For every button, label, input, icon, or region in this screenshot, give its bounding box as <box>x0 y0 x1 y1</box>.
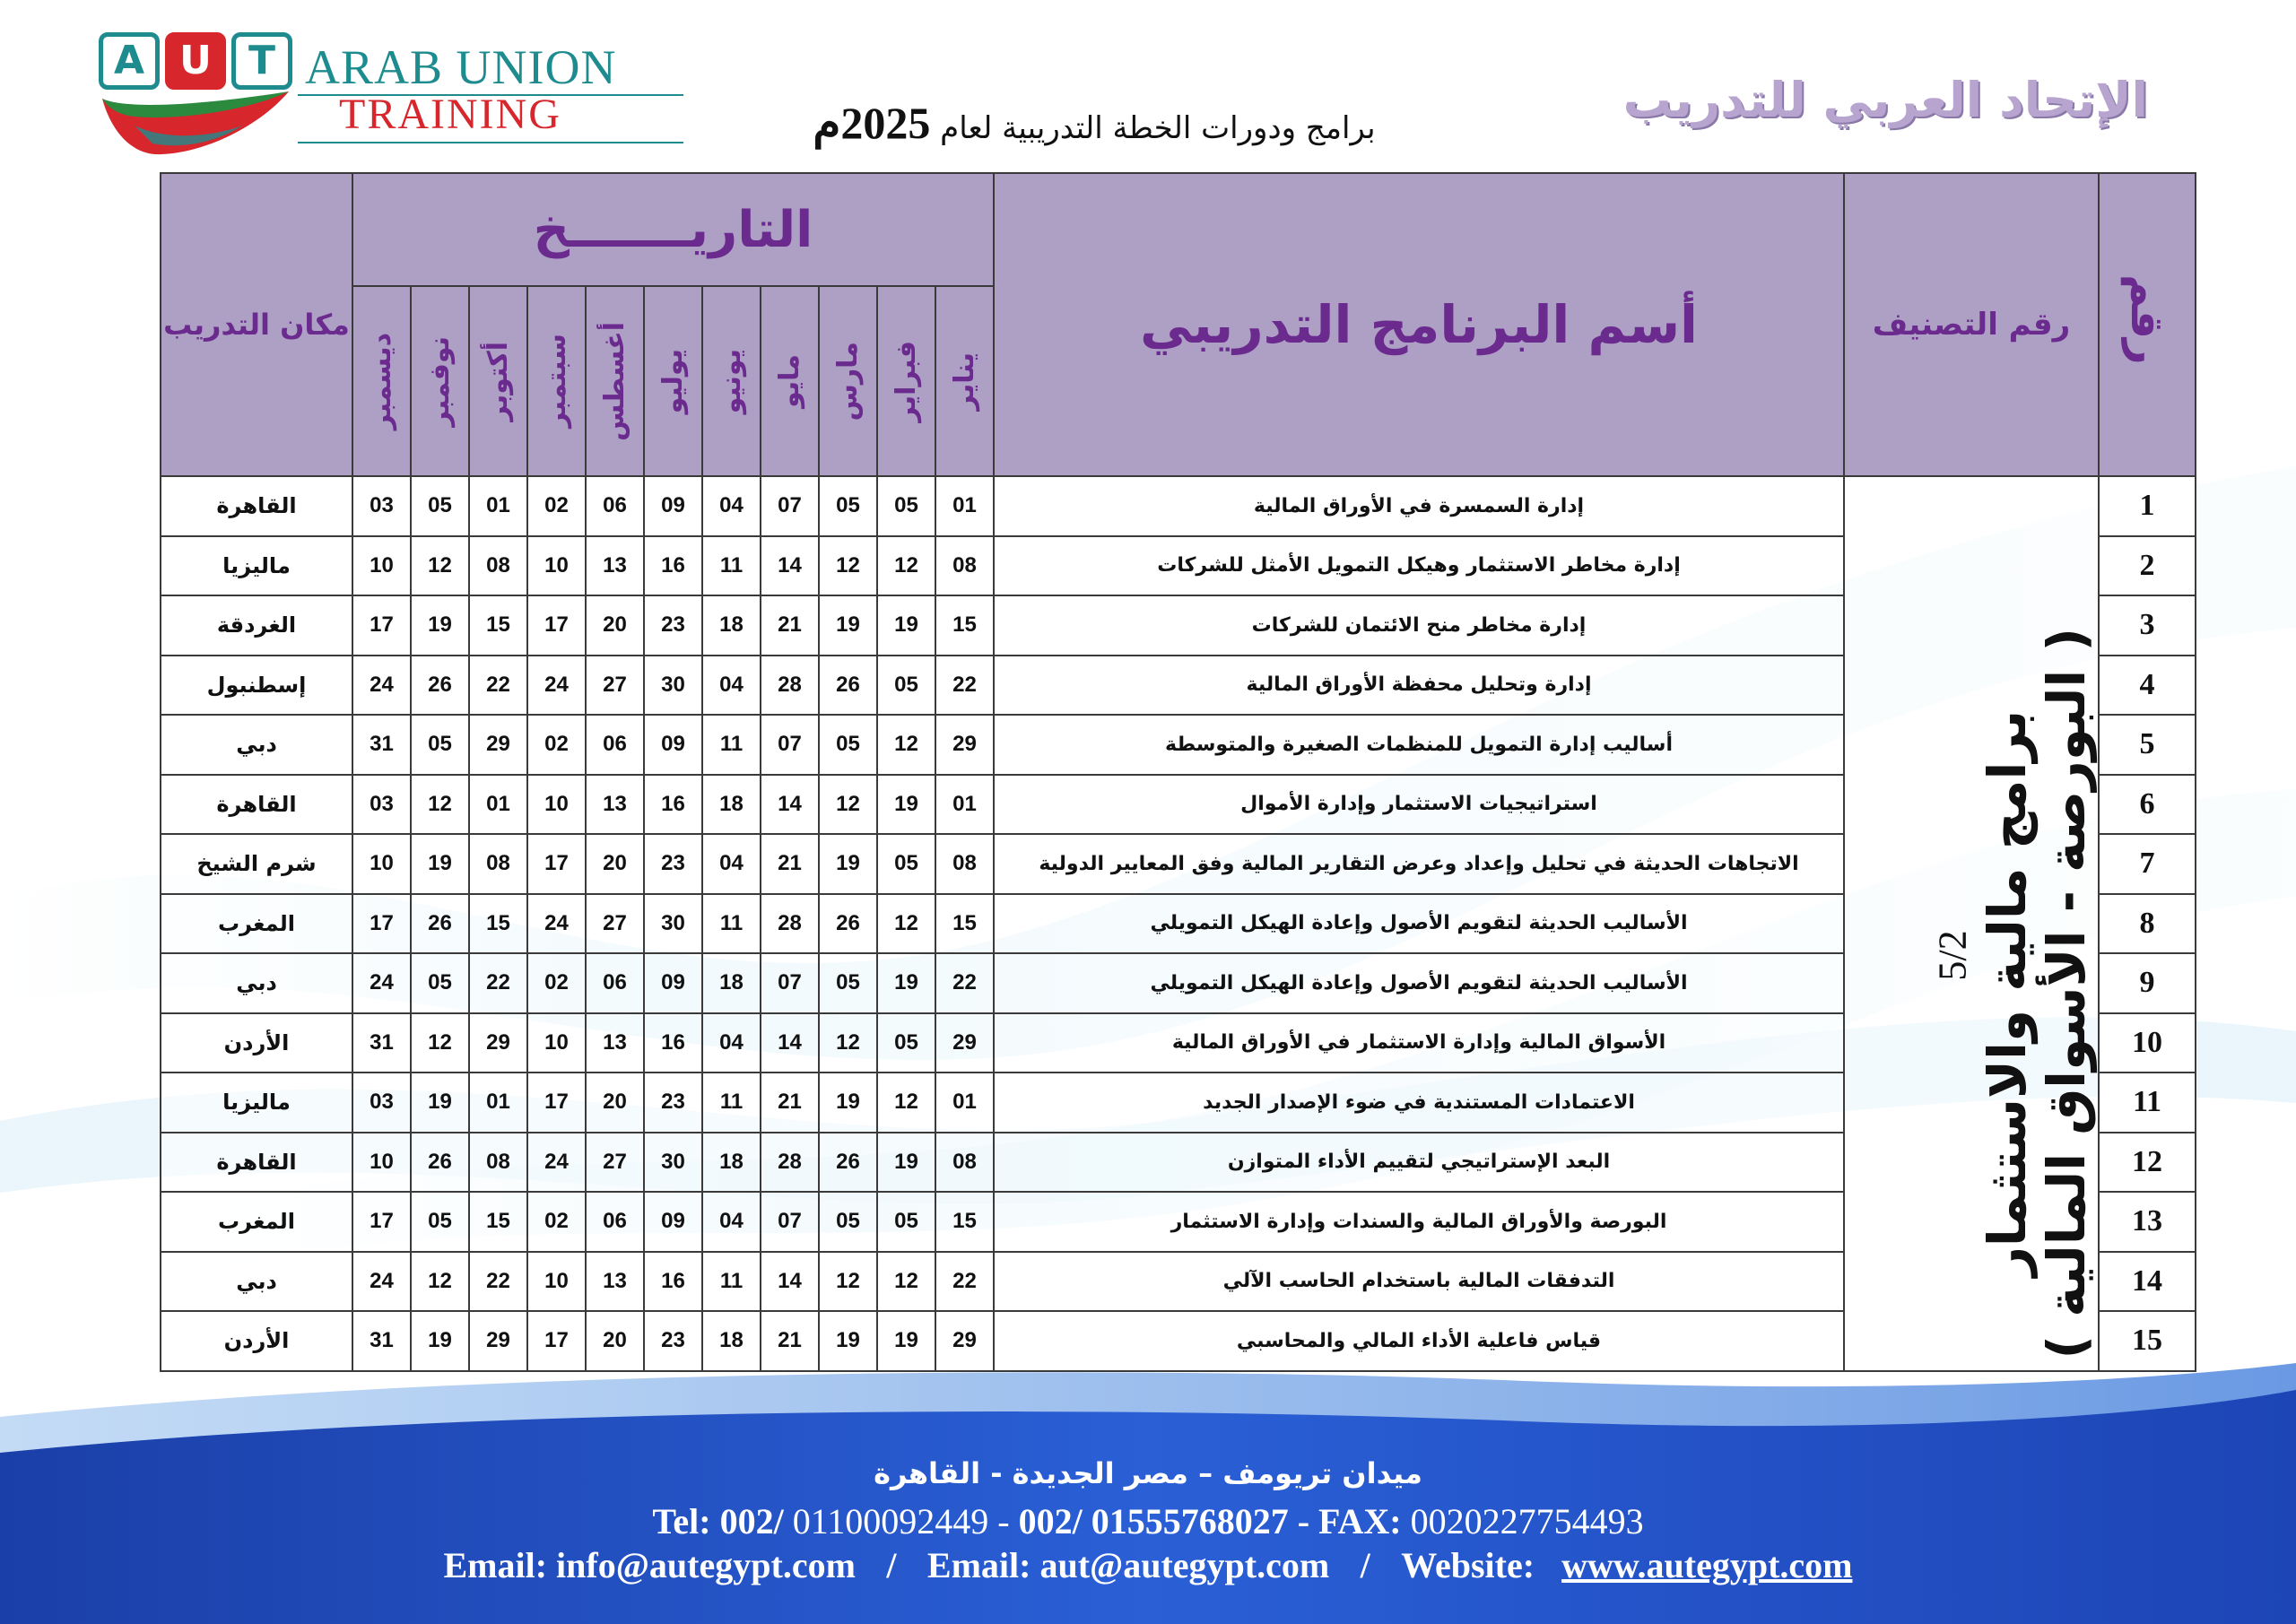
month-label: سبتمبر <box>541 334 572 429</box>
date-cell: 20 <box>586 1311 644 1371</box>
program-name: إدارة مخاطر منح الائتمان للشركات <box>994 595 1844 656</box>
date-cell: 11 <box>702 1252 761 1312</box>
header-classification: رقم التصنيف <box>1844 173 2099 476</box>
date-cell: 18 <box>702 1133 761 1193</box>
row-number: 8 <box>2099 894 2196 954</box>
date-cell: 24 <box>352 1252 411 1312</box>
training-place: دبي <box>161 715 352 775</box>
program-name: إدارة مخاطر الاستثمار وهيكل التمويل الأمثل للشركات <box>994 536 1844 596</box>
contact-separator-1: / <box>886 1545 897 1585</box>
footer-phones <box>0 1500 2296 1542</box>
date-cell: 12 <box>819 1252 877 1312</box>
date-cell: 03 <box>352 476 411 536</box>
date-cell: 19 <box>411 834 469 894</box>
website-label: Website: <box>1401 1545 1535 1585</box>
date-cell: 19 <box>877 953 935 1013</box>
date-cell: 23 <box>644 1311 702 1371</box>
date-cell: 21 <box>761 1311 819 1371</box>
month-header <box>877 286 935 476</box>
date-cell: 05 <box>411 1192 469 1252</box>
logo-text-arab-union: ARAB UNION <box>305 40 617 94</box>
date-cell: 28 <box>761 894 819 954</box>
date-cell: 12 <box>411 1013 469 1073</box>
date-cell: 19 <box>819 834 877 894</box>
training-place: المغرب <box>161 1192 352 1252</box>
date-cell: 05 <box>411 953 469 1013</box>
date-cell: 12 <box>877 536 935 596</box>
date-cell: 17 <box>527 1311 586 1371</box>
date-cell: 22 <box>935 1252 994 1312</box>
date-cell: 27 <box>586 1133 644 1193</box>
date-cell: 10 <box>352 1133 411 1193</box>
training-place: دبي <box>161 953 352 1013</box>
date-cell: 05 <box>819 953 877 1013</box>
date-cell: 29 <box>469 1013 527 1073</box>
training-place: القاهرة <box>161 775 352 835</box>
program-name: التدفقات المالية باستخدام الحاسب الآلي <box>994 1252 1844 1312</box>
row-number: 4 <box>2099 656 2196 716</box>
date-cell: 01 <box>469 775 527 835</box>
date-cell: 17 <box>527 595 586 656</box>
date-cell: 11 <box>702 1073 761 1133</box>
date-cell: 07 <box>761 715 819 775</box>
date-cell: 01 <box>935 1073 994 1133</box>
month-header <box>352 286 411 476</box>
website-link[interactable]: www.autegypt.com <box>1561 1545 1853 1585</box>
month-label: أغسطس <box>599 321 631 441</box>
month-header <box>411 286 469 476</box>
month-header <box>527 286 586 476</box>
row-number: 13 <box>2099 1192 2196 1252</box>
training-place: شرم الشيخ <box>161 834 352 894</box>
classification-text <box>1978 628 2096 1359</box>
date-cell: 18 <box>702 775 761 835</box>
header-place: مكان التدريب <box>161 173 352 476</box>
date-cell: 26 <box>411 656 469 716</box>
date-cell: 19 <box>877 775 935 835</box>
table-body <box>161 476 2196 1371</box>
date-cell: 26 <box>819 656 877 716</box>
date-cell: 23 <box>644 834 702 894</box>
date-cell: 11 <box>702 894 761 954</box>
fax-number: 0020227754493 <box>1401 1501 1644 1541</box>
date-cell: 05 <box>819 476 877 536</box>
date-cell: 13 <box>586 1252 644 1312</box>
date-cell: 12 <box>877 1252 935 1312</box>
date-cell: 19 <box>411 1073 469 1133</box>
date-cell: 04 <box>702 656 761 716</box>
date-cell: 09 <box>644 715 702 775</box>
date-cell: 23 <box>644 595 702 656</box>
header-num <box>2099 173 2196 476</box>
date-cell: 08 <box>469 536 527 596</box>
date-cell: 23 <box>644 1073 702 1133</box>
date-cell: 19 <box>877 1311 935 1371</box>
date-cell: 11 <box>702 715 761 775</box>
date-cell: 05 <box>877 1013 935 1073</box>
date-cell: 26 <box>819 1133 877 1193</box>
date-cell: 15 <box>469 1192 527 1252</box>
date-cell: 05 <box>411 715 469 775</box>
date-cell: 02 <box>527 476 586 536</box>
date-cell: 12 <box>877 1073 935 1133</box>
month-label: يونيو <box>716 348 747 414</box>
table-row <box>161 476 2196 536</box>
tel-label: Tel: 002/ <box>652 1501 784 1541</box>
date-cell: 16 <box>644 1252 702 1312</box>
program-name: البعد الإستراتيجي لتقييم الأداء المتوازن <box>994 1133 1844 1193</box>
program-name: الأساليب الحديثة لتقويم الأصول وإعادة الهيكل التمويلي <box>994 953 1844 1013</box>
row-number: 12 <box>2099 1133 2196 1193</box>
date-cell: 22 <box>469 1252 527 1312</box>
date-cell: 04 <box>702 476 761 536</box>
date-cell: 07 <box>761 1192 819 1252</box>
date-cell: 19 <box>819 595 877 656</box>
date-cell: 10 <box>527 775 586 835</box>
date-cell: 21 <box>761 834 819 894</box>
month-header <box>935 286 994 476</box>
date-cell: 15 <box>469 894 527 954</box>
date-cell: 16 <box>644 775 702 835</box>
row-number: 6 <box>2099 775 2196 835</box>
date-cell: 16 <box>644 536 702 596</box>
date-cell: 29 <box>935 1311 994 1371</box>
date-cell: 13 <box>586 1013 644 1073</box>
date-cell: 18 <box>702 1311 761 1371</box>
logo-divider-bottom <box>298 142 683 143</box>
date-cell: 19 <box>411 1311 469 1371</box>
date-cell: 05 <box>877 656 935 716</box>
date-cell: 22 <box>469 656 527 716</box>
month-header <box>819 286 877 476</box>
month-label: ديسمبر <box>366 332 397 430</box>
date-cell: 26 <box>411 1133 469 1193</box>
training-plan-table <box>160 172 2196 1372</box>
date-cell: 24 <box>352 953 411 1013</box>
date-cell: 22 <box>469 953 527 1013</box>
date-cell: 10 <box>527 536 586 596</box>
date-cell: 19 <box>819 1073 877 1133</box>
date-cell: 21 <box>761 595 819 656</box>
date-cell: 08 <box>935 1133 994 1193</box>
date-cell: 05 <box>411 476 469 536</box>
training-place: القاهرة <box>161 476 352 536</box>
date-cell: 19 <box>877 595 935 656</box>
date-cell: 09 <box>644 476 702 536</box>
header-program: أسم البرنامج التدريبي <box>994 173 1844 476</box>
date-cell: 31 <box>352 715 411 775</box>
date-cell: 12 <box>411 775 469 835</box>
date-cell: 27 <box>586 656 644 716</box>
date-cell: 26 <box>819 894 877 954</box>
date-cell: 27 <box>586 894 644 954</box>
date-cell: 06 <box>586 476 644 536</box>
date-cell: 01 <box>935 775 994 835</box>
month-label: يناير <box>949 352 980 411</box>
footer-address: ميدان تريومف – مصر الجديدة - القاهرة <box>874 1456 1422 1490</box>
classification-line-1: برامج مالية والاستثمار <box>1977 709 2038 1277</box>
classification-cell <box>1844 476 2099 1371</box>
date-cell: 22 <box>935 656 994 716</box>
date-cell: 02 <box>527 953 586 1013</box>
row-number: 10 <box>2099 1013 2196 1073</box>
date-cell: 12 <box>819 536 877 596</box>
date-cell: 08 <box>469 834 527 894</box>
date-cell: 05 <box>877 834 935 894</box>
email-aut-link[interactable]: Email: aut@autegypt.com <box>926 1545 1330 1585</box>
date-cell: 29 <box>935 1013 994 1073</box>
program-name: الأسواق المالية وإدارة الاستثمار في الأوراق المالية <box>994 1013 1844 1073</box>
date-cell: 14 <box>761 1252 819 1312</box>
tel-number-1: 01100092449 - <box>783 1501 1019 1541</box>
date-cell: 01 <box>935 476 994 536</box>
date-cell: 15 <box>469 595 527 656</box>
program-name: الاعتمادات المستندية في ضوء الإصدار الجديد <box>994 1073 1844 1133</box>
date-cell: 24 <box>527 894 586 954</box>
date-cell: 15 <box>935 1192 994 1252</box>
training-place: المغرب <box>161 894 352 954</box>
arabic-org-name: الإتحاد العربي للتدريب <box>1622 72 2148 128</box>
date-cell: 29 <box>469 1311 527 1371</box>
date-cell: 30 <box>644 656 702 716</box>
header-date: التاريـــــــخ <box>352 173 994 286</box>
training-place: دبي <box>161 1252 352 1312</box>
date-cell: 12 <box>877 715 935 775</box>
date-cell: 11 <box>702 536 761 596</box>
date-cell: 03 <box>352 1073 411 1133</box>
month-label: مايو <box>774 354 805 408</box>
date-cell: 12 <box>877 894 935 954</box>
classification-wrap <box>1845 484 2098 1363</box>
logo-letter-u: U <box>165 32 226 90</box>
date-cell: 20 <box>586 1073 644 1133</box>
date-cell: 15 <box>935 595 994 656</box>
row-number: 11 <box>2099 1073 2196 1133</box>
date-cell: 13 <box>586 536 644 596</box>
date-cell: 05 <box>877 476 935 536</box>
email-info-link[interactable]: Email: info@autegypt.com <box>443 1545 856 1585</box>
row-number: 9 <box>2099 953 2196 1013</box>
date-cell: 08 <box>469 1133 527 1193</box>
aut-logo <box>99 27 691 161</box>
date-cell: 15 <box>935 894 994 954</box>
date-cell: 04 <box>702 834 761 894</box>
training-place: إسطنبول <box>161 656 352 716</box>
date-cell: 19 <box>877 1133 935 1193</box>
tel-number-2: 002/ 01555768027 - FAX: <box>1018 1501 1402 1541</box>
classification-fraction: 5/2 <box>1930 930 1975 981</box>
page-title <box>771 97 1417 149</box>
date-cell: 24 <box>527 656 586 716</box>
month-label: مارس <box>832 341 864 421</box>
date-cell: 16 <box>644 1013 702 1073</box>
program-name: البورصة والأوراق المالية والسندات وإدارة الاستثمار <box>994 1192 1844 1252</box>
contact-separator-2: / <box>1360 1545 1370 1585</box>
training-place: الغردقة <box>161 595 352 656</box>
date-cell: 31 <box>352 1013 411 1073</box>
date-cell: 26 <box>411 894 469 954</box>
row-number: 14 <box>2099 1252 2196 1312</box>
row-number: 3 <box>2099 595 2196 656</box>
month-label: يوليو <box>657 348 689 414</box>
logo-text-training: TRAINING <box>339 91 561 138</box>
training-place: القاهرة <box>161 1133 352 1193</box>
header-num-label: رقم <box>2121 274 2173 365</box>
month-header <box>469 286 527 476</box>
program-name: الأساليب الحديثة لتقويم الأصول وإعادة الهيكل التمويلي <box>994 894 1844 954</box>
date-cell: 01 <box>469 476 527 536</box>
date-cell: 12 <box>819 775 877 835</box>
date-cell: 10 <box>527 1013 586 1073</box>
date-cell: 31 <box>352 1311 411 1371</box>
date-cell: 06 <box>586 715 644 775</box>
date-cell: 24 <box>352 656 411 716</box>
date-cell: 14 <box>761 536 819 596</box>
date-cell: 12 <box>411 1252 469 1312</box>
date-cell: 13 <box>586 775 644 835</box>
date-cell: 20 <box>586 834 644 894</box>
program-name: الاتجاهات الحديثة في تحليل وإعداد وعرض التقارير المالية وفق المعايير الدولية <box>994 834 1844 894</box>
date-cell: 07 <box>761 953 819 1013</box>
date-cell: 04 <box>702 1013 761 1073</box>
date-cell: 07 <box>761 476 819 536</box>
logo-letter-a: A <box>99 32 160 90</box>
date-cell: 04 <box>702 1192 761 1252</box>
date-cell: 08 <box>935 536 994 596</box>
date-cell: 20 <box>586 595 644 656</box>
month-header <box>586 286 644 476</box>
date-cell: 24 <box>527 1133 586 1193</box>
training-place: ماليزيا <box>161 1073 352 1133</box>
training-place: الأردن <box>161 1013 352 1073</box>
program-name: أساليب إدارة التمويل للمنظمات الصغيرة والمتوسطة <box>994 715 1844 775</box>
date-cell: 30 <box>644 894 702 954</box>
date-cell: 12 <box>411 536 469 596</box>
date-cell: 09 <box>644 1192 702 1252</box>
month-label: أكتوبر <box>483 341 514 421</box>
month-header <box>761 286 819 476</box>
program-name: إدارة وتحليل محفظة الأوراق المالية <box>994 656 1844 716</box>
date-cell: 09 <box>644 953 702 1013</box>
program-name: إدارة السمسرة في الأوراق المالية <box>994 476 1844 536</box>
month-label: نوفمبر <box>424 335 456 427</box>
date-cell: 17 <box>352 894 411 954</box>
date-cell: 17 <box>352 1192 411 1252</box>
logo-swoosh-icon <box>99 90 296 161</box>
title-suffix: م <box>813 98 841 148</box>
date-cell: 22 <box>935 953 994 1013</box>
date-cell: 17 <box>527 834 586 894</box>
date-cell: 06 <box>586 1192 644 1252</box>
date-cell: 29 <box>469 715 527 775</box>
date-cell: 28 <box>761 1133 819 1193</box>
row-number: 1 <box>2099 476 2196 536</box>
row-number: 7 <box>2099 834 2196 894</box>
date-cell: 29 <box>935 715 994 775</box>
training-place: الأردن <box>161 1311 352 1371</box>
date-cell: 05 <box>819 715 877 775</box>
date-cell: 06 <box>586 953 644 1013</box>
date-cell: 17 <box>352 595 411 656</box>
date-cell: 10 <box>352 834 411 894</box>
title-year: 2025 <box>840 98 931 148</box>
date-cell: 28 <box>761 656 819 716</box>
date-cell: 21 <box>761 1073 819 1133</box>
date-cell: 17 <box>527 1073 586 1133</box>
footer-contacts <box>0 1544 2296 1586</box>
date-cell: 10 <box>527 1252 586 1312</box>
date-cell: 05 <box>877 1192 935 1252</box>
date-cell: 01 <box>469 1073 527 1133</box>
date-cell: 14 <box>761 775 819 835</box>
month-header <box>702 286 761 476</box>
training-place: ماليزيا <box>161 536 352 596</box>
date-cell: 19 <box>411 595 469 656</box>
date-cell: 05 <box>819 1192 877 1252</box>
date-cell: 14 <box>761 1013 819 1073</box>
date-cell: 19 <box>819 1311 877 1371</box>
date-cell: 08 <box>935 834 994 894</box>
month-header <box>644 286 702 476</box>
classification-line-2: ( البورصة - الأسواق المالية ) <box>2036 627 2097 1359</box>
logo-letter-t: T <box>231 32 292 90</box>
program-name: قياس فاعلية الأداء المالي والمحاسبي <box>994 1311 1844 1371</box>
date-cell: 30 <box>644 1133 702 1193</box>
date-cell: 03 <box>352 775 411 835</box>
date-cell: 18 <box>702 595 761 656</box>
row-number: 15 <box>2099 1311 2196 1371</box>
row-number: 2 <box>2099 536 2196 596</box>
month-label: فبراير <box>891 340 922 422</box>
program-name: استراتيجيات الاستثمار وإدارة الأموال <box>994 775 1844 835</box>
date-cell: 12 <box>819 1013 877 1073</box>
row-number: 5 <box>2099 715 2196 775</box>
date-cell: 10 <box>352 536 411 596</box>
date-cell: 18 <box>702 953 761 1013</box>
title-prefix: برامج ودورات الخطة التدريبية لعام <box>940 110 1376 146</box>
date-cell: 02 <box>527 1192 586 1252</box>
date-cell: 02 <box>527 715 586 775</box>
